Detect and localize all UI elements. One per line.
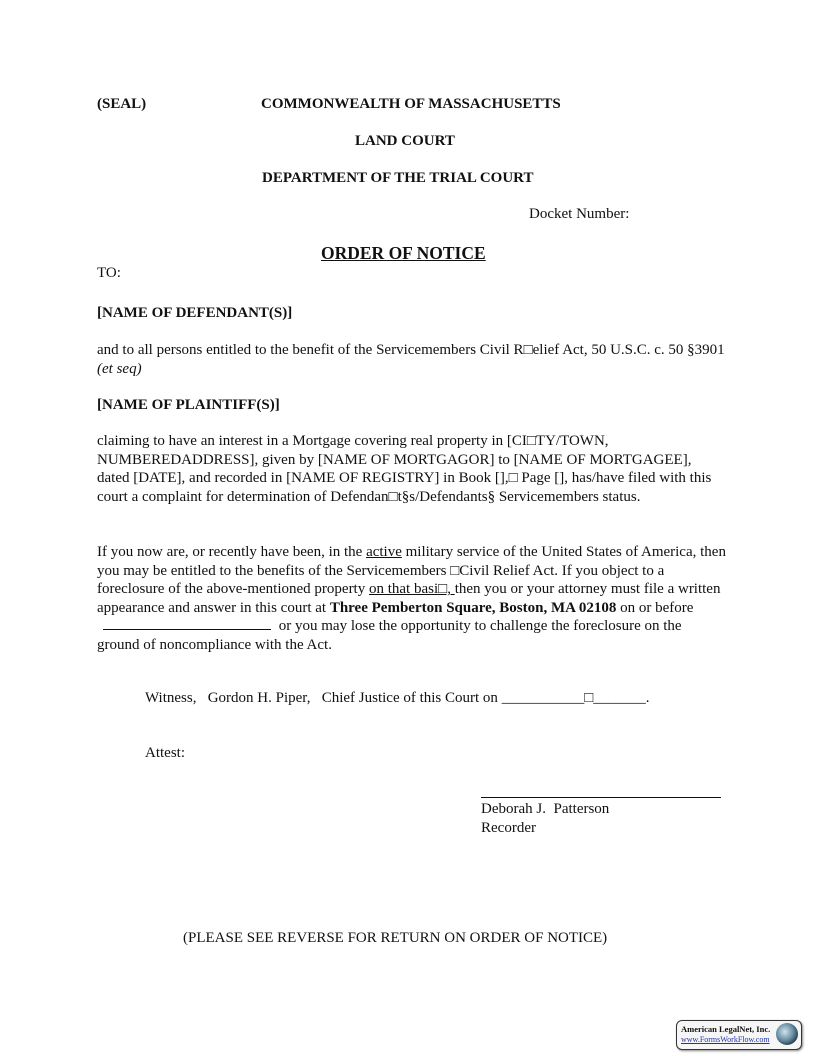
commonwealth-heading: COMMONWEALTH OF MASSACHUSETTS [261,96,561,112]
seal-label: (SEAL) [97,96,147,112]
basis-phrase: on that basi□, [368,581,455,598]
attest-label: Attest: [145,745,185,761]
court-address: Three Pemberton Square, Boston, MA 02108 [329,599,617,616]
notice-text-2: military service of the United States of America, then you may be entitled to the benefits of the Servicemembers □Civil Relief Act. If you object to a foreclosure of the above-mentioned property [97,544,726,598]
to-label: TO: [97,265,121,281]
docket-number-label: Docket Number: [529,206,630,222]
department-heading: DEPARTMENT OF THE TRIAL COURT [262,170,534,186]
notice-paragraph [97,543,727,655]
active-word: active [366,544,402,560]
et-seq: (et seq) [97,360,142,377]
recorder-title: Recorder [481,820,536,836]
scra-paragraph [97,341,727,378]
claim-paragraph: claiming to have an interest in a Mortgage covering real property in [CI□TY/TOWN, NUMBEREDADDRESS], given by [NAME OF MORTGAGOR] to [NAME OF MORTGAGEE], dated [DATE], and recorded in [NAME OF REGISTRY] in Book [],□ Page [], has/have filed with this court a complaint for determination of Defendan□t§s/Defendants§ Servicemembers status. [97,433,712,505]
plaintiff-placeholder: [NAME OF PLAINTIFF(S)] [97,397,280,413]
notice-text-4: on or before [616,599,694,616]
defendant-placeholder: [NAME OF DEFENDANT(S)] [97,305,293,321]
witness-text: Witness, Gordon H. Piper, Chief Justice of this Court on [145,690,502,706]
scra-text: and to all persons entitled to the benefit of the Servicemembers Civil R□elief Act, 50 U.S.C. c. 50 §3901 [97,342,725,358]
american-legalnet-logo[interactable] [676,1020,802,1050]
recorder-name: Deborah J. Patterson [481,801,610,817]
signature-line[interactable] [481,797,721,798]
notice-text-5: or you may lose the opportunity to challenge the foreclosure on the ground of noncompliance with the Act. [97,618,682,653]
globe-icon [776,1023,798,1045]
notice-text-1: If you now are, or recently have been, in the [97,544,367,560]
witness-line [145,690,650,707]
witness-date-field[interactable]: ___________□_______. [501,690,650,706]
document-title: ORDER OF NOTICE [321,243,486,263]
notice-text-3: then you or your attorney must file a written appearance and answer in this court at [97,581,721,616]
logo-url-link[interactable]: www.FormsWorkFlow.com [681,1035,770,1044]
logo-company: American LegalNet, Inc. [681,1024,771,1034]
answer-date-field[interactable] [103,617,271,630]
court-heading: LAND COURT [355,133,455,149]
footer-note: (PLEASE SEE REVERSE FOR RETURN ON ORDER OF NOTICE) [183,930,608,946]
